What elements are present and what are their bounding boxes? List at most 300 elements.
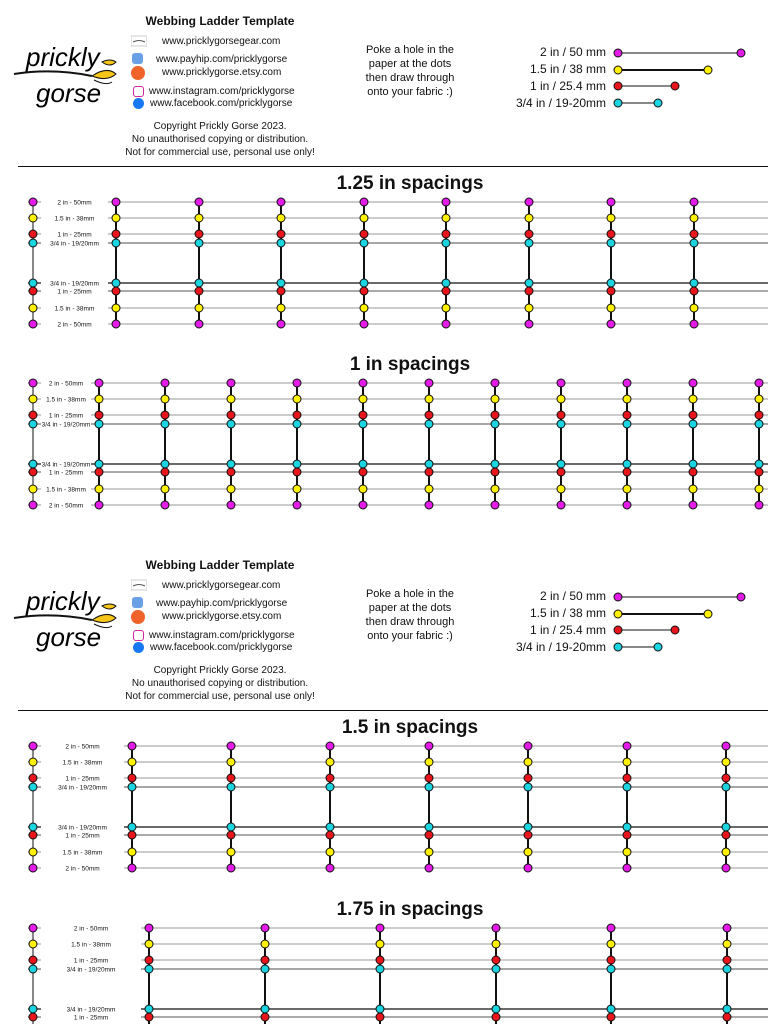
- punch-dot: [277, 230, 285, 238]
- punch-dot: [690, 287, 698, 295]
- punch-dot: [623, 864, 631, 872]
- punch-dot: [161, 411, 169, 419]
- punch-dot: [29, 864, 37, 872]
- punch-dot: [195, 239, 203, 247]
- punch-dot: [722, 783, 730, 791]
- punch-dot: [145, 965, 153, 973]
- punch-dot: [261, 1005, 269, 1013]
- punch-dot: [425, 420, 433, 428]
- row-label: 1.5 in - 38mm: [62, 849, 103, 857]
- punch-dot: [277, 320, 285, 328]
- punch-dot: [557, 411, 565, 419]
- punch-dot: [95, 420, 103, 428]
- punch-dot: [623, 379, 631, 387]
- punch-dot: [491, 420, 499, 428]
- row-label: 1.5 in - 38mm: [46, 486, 86, 494]
- punch-dot: [690, 198, 698, 206]
- punch-dot: [723, 924, 731, 932]
- punch-dot: [425, 742, 433, 750]
- header-divider-1: [18, 166, 768, 167]
- etsy-link[interactable]: www.pricklygorse.etsy.com: [162, 611, 282, 622]
- punch-dot: [195, 287, 203, 295]
- punch-dot: [161, 379, 169, 387]
- punch-dot: [195, 214, 203, 222]
- punch-dot: [689, 485, 697, 493]
- punch-dot: [755, 411, 763, 419]
- punch-dot: [29, 956, 37, 964]
- punch-dot: [29, 468, 37, 476]
- punch-dot: [425, 758, 433, 766]
- punch-dot: [261, 1013, 269, 1021]
- row-label: 3/4 in - 19/20mm: [50, 280, 99, 288]
- punch-dot: [376, 924, 384, 932]
- punch-dot: [29, 501, 37, 509]
- punch-dot: [95, 460, 103, 468]
- row-label: 2 in - 50mm: [48, 380, 84, 388]
- punch-dot: [524, 783, 532, 791]
- punch-dot: [607, 287, 615, 295]
- logo-text-2: gorse: [36, 78, 102, 108]
- punch-dot: [607, 1013, 615, 1021]
- punch-dot: [525, 320, 533, 328]
- row-label: 1 in - 25mm: [73, 1014, 109, 1022]
- punch-dot: [425, 823, 433, 831]
- punch-dot: [112, 320, 120, 328]
- row-label: 3/4 in - 19/20mm: [50, 240, 99, 248]
- punch-dot: [689, 411, 697, 419]
- punch-dot: [425, 774, 433, 782]
- punch-dot: [722, 831, 730, 839]
- punch-dot: [442, 320, 450, 328]
- payhip-link[interactable]: www.payhip.com/pricklygorse: [156, 54, 288, 65]
- punch-dot: [524, 758, 532, 766]
- legend-label-1in: 1 in / 25.4 mm: [529, 79, 606, 93]
- punch-dot: [491, 468, 499, 476]
- punch-dot: [722, 758, 730, 766]
- punch-dot: [227, 823, 235, 831]
- copyright-notice: Copyright Prickly Gorse 2023. No unauthorised copying or distribution. Not for commercial use, personal use only!: [125, 121, 315, 158]
- punch-dot: [326, 774, 334, 782]
- instructions-text: Poke a hole in the paper at the dots then draw through onto your fabric :): [365, 44, 455, 98]
- punch-dot: [623, 411, 631, 419]
- punch-dot: [607, 239, 615, 247]
- punch-dot: [755, 420, 763, 428]
- punch-dot: [425, 501, 433, 509]
- punch-dot: [277, 287, 285, 295]
- header-title: Webbing Ladder Template: [145, 14, 295, 28]
- punch-dot: [261, 924, 269, 932]
- punch-dot: [722, 864, 730, 872]
- punch-dot: [755, 485, 763, 493]
- punch-dot: [293, 485, 301, 493]
- punch-dot: [227, 848, 235, 856]
- punch-dot: [227, 411, 235, 419]
- punch-dot: [360, 304, 368, 312]
- punch-dot: [690, 214, 698, 222]
- legend-label-1-5in: 1.5 in / 38 mm: [529, 606, 606, 620]
- punch-dot: [29, 320, 37, 328]
- punch-dot: [491, 411, 499, 419]
- punch-dot: [690, 304, 698, 312]
- punch-dot: [195, 320, 203, 328]
- punch-dot: [326, 848, 334, 856]
- punch-dot: [112, 279, 120, 287]
- punch-dot: [755, 460, 763, 468]
- punch-dot: [623, 742, 631, 750]
- row-label: 2 in - 50mm: [65, 743, 100, 751]
- punch-dot: [293, 460, 301, 468]
- punch-dot: [161, 420, 169, 428]
- punch-dot: [607, 1005, 615, 1013]
- punch-dot: [491, 460, 499, 468]
- punch-dot: [326, 783, 334, 791]
- punch-dot: [425, 783, 433, 791]
- copyright-notice: Copyright Prickly Gorse 2023. No unauthorised copying or distribution. Not for commercial use, personal use only!: [125, 665, 315, 702]
- punch-dot: [689, 420, 697, 428]
- punch-dot: [425, 864, 433, 872]
- punch-dot: [195, 279, 203, 287]
- punch-dot: [29, 239, 37, 247]
- punch-dot: [623, 831, 631, 839]
- punch-dot: [145, 924, 153, 932]
- legend-label-2in: 2 in / 50 mm: [539, 589, 606, 603]
- punch-dot: [227, 485, 235, 493]
- punch-dot: [29, 287, 37, 295]
- punch-dot: [112, 230, 120, 238]
- punch-dot: [29, 304, 37, 312]
- instagram-link[interactable]: www.instagram.com/pricklygorse: [149, 86, 295, 97]
- punch-dot: [161, 485, 169, 493]
- punch-dot: [442, 239, 450, 247]
- punch-dot: [128, 758, 136, 766]
- punch-dot: [326, 823, 334, 831]
- punch-dot: [227, 395, 235, 403]
- row-label: 3/4 in - 19/20mm: [66, 966, 116, 974]
- punch-dot: [112, 287, 120, 295]
- logo-text-1: prickly: [26, 586, 100, 616]
- row-label: 3/4 in - 19/20mm: [41, 461, 91, 469]
- row-label: 1.5 in - 38mm: [62, 759, 103, 767]
- punch-dot: [29, 783, 37, 791]
- punch-dot: [425, 411, 433, 419]
- punch-dot: [29, 742, 37, 750]
- punch-dot: [607, 304, 615, 312]
- punch-dot: [95, 468, 103, 476]
- row-label: 1 in - 25mm: [65, 832, 100, 840]
- punch-dot: [360, 239, 368, 247]
- punch-dot: [723, 1005, 731, 1013]
- punch-dot: [360, 320, 368, 328]
- facebook-link[interactable]: www.facebook.com/pricklygorse: [150, 98, 293, 109]
- punch-dot: [607, 279, 615, 287]
- section-title-1-25in: 1.25 in spacings: [336, 173, 484, 194]
- punch-dot: [722, 774, 730, 782]
- punch-dot: [492, 956, 500, 964]
- punch-dot: [112, 198, 120, 206]
- punch-dot: [29, 230, 37, 238]
- punch-dot: [277, 279, 285, 287]
- punch-dot: [607, 924, 615, 932]
- punch-dot: [425, 485, 433, 493]
- punch-dot: [227, 783, 235, 791]
- punch-dot: [607, 956, 615, 964]
- punch-dot: [524, 742, 532, 750]
- legend-label-1in: 1 in / 25.4 mm: [529, 623, 606, 637]
- punch-dot: [29, 279, 37, 287]
- punch-dot: [623, 460, 631, 468]
- punch-dot: [293, 395, 301, 403]
- punch-dot: [261, 940, 269, 948]
- punch-dot: [227, 420, 235, 428]
- punch-dot: [29, 965, 37, 973]
- punch-dot: [29, 485, 37, 493]
- row-label: 1.5 in - 38mm: [54, 305, 95, 313]
- punch-dot: [277, 239, 285, 247]
- legend-label-3-4in: 3/4 in / 19-20mm: [515, 640, 606, 654]
- punch-dot: [293, 420, 301, 428]
- punch-dot: [491, 485, 499, 493]
- punch-dot: [29, 420, 37, 428]
- punch-dot: [492, 1013, 500, 1021]
- punch-dot: [29, 758, 37, 766]
- punch-dot: [29, 940, 37, 948]
- punch-dot: [128, 823, 136, 831]
- punch-dot: [161, 395, 169, 403]
- punch-dot: [293, 501, 301, 509]
- punch-dot: [128, 864, 136, 872]
- row-label: 1 in - 25mm: [48, 412, 84, 420]
- punch-dot: [524, 848, 532, 856]
- punch-dot: [145, 1005, 153, 1013]
- punch-dot: [29, 198, 37, 206]
- row-label: 3/4 in - 19/20mm: [66, 1006, 116, 1014]
- ladder-1-75in: [0, 916, 768, 1024]
- row-label: 1.5 in - 38mm: [71, 941, 111, 949]
- legend-swatches: [0, 544, 768, 669]
- punch-dot: [607, 214, 615, 222]
- punch-dot: [277, 214, 285, 222]
- punch-dot: [425, 379, 433, 387]
- punch-dot: [623, 758, 631, 766]
- ladder-1-25in: [0, 190, 768, 335]
- website-link[interactable]: www.pricklygorsegear.com: [162, 580, 281, 591]
- punch-dot: [161, 501, 169, 509]
- punch-dot: [623, 501, 631, 509]
- punch-dot: [326, 831, 334, 839]
- legend-label-2in: 2 in / 50 mm: [539, 45, 606, 59]
- punch-dot: [607, 965, 615, 973]
- punch-dot: [359, 395, 367, 403]
- punch-dot: [623, 395, 631, 403]
- punch-dot: [524, 864, 532, 872]
- row-label: 2 in - 50mm: [57, 199, 92, 207]
- punch-dot: [723, 1013, 731, 1021]
- punch-dot: [491, 395, 499, 403]
- punch-dot: [261, 965, 269, 973]
- punch-dot: [722, 742, 730, 750]
- section-title-1-5in: 1.5 in spacings: [341, 717, 479, 738]
- punch-dot: [442, 279, 450, 287]
- punch-dot: [491, 501, 499, 509]
- punch-dot: [195, 198, 203, 206]
- punch-dot: [723, 940, 731, 948]
- section-title-1-75in: 1.75 in spacings: [336, 899, 484, 920]
- punch-dot: [425, 460, 433, 468]
- punch-dot: [442, 198, 450, 206]
- punch-dot: [112, 214, 120, 222]
- punch-dot: [359, 468, 367, 476]
- punch-dot: [557, 420, 565, 428]
- punch-dot: [128, 848, 136, 856]
- punch-dot: [425, 831, 433, 839]
- punch-dot: [360, 287, 368, 295]
- punch-dot: [525, 304, 533, 312]
- punch-dot: [492, 1005, 500, 1013]
- punch-dot: [723, 965, 731, 973]
- punch-dot: [557, 460, 565, 468]
- punch-dot: [690, 320, 698, 328]
- row-label: 3/4 in - 19/20mm: [41, 421, 91, 429]
- punch-dot: [293, 468, 301, 476]
- row-label: 3/4 in - 19/20mm: [58, 784, 107, 792]
- punch-dot: [690, 230, 698, 238]
- punch-dot: [29, 924, 37, 932]
- punch-dot: [755, 501, 763, 509]
- punch-dot: [607, 198, 615, 206]
- punch-dot: [623, 783, 631, 791]
- punch-dot: [722, 823, 730, 831]
- punch-dot: [227, 742, 235, 750]
- punch-dot: [227, 501, 235, 509]
- punch-dot: [326, 742, 334, 750]
- punch-dot: [95, 501, 103, 509]
- punch-dot: [227, 758, 235, 766]
- etsy-link[interactable]: www.pricklygorse.etsy.com: [162, 67, 282, 78]
- punch-dot: [227, 774, 235, 782]
- punch-dot: [525, 279, 533, 287]
- punch-dot: [442, 214, 450, 222]
- punch-dot: [491, 379, 499, 387]
- punch-dot: [360, 198, 368, 206]
- punch-dot: [376, 940, 384, 948]
- punch-dot: [227, 468, 235, 476]
- row-label: 2 in - 50mm: [57, 321, 92, 329]
- punch-dot: [29, 1005, 37, 1013]
- punch-dot: [29, 823, 37, 831]
- punch-dot: [359, 485, 367, 493]
- punch-dot: [95, 411, 103, 419]
- punch-dot: [359, 411, 367, 419]
- punch-dot: [227, 379, 235, 387]
- row-label: 3/4 in - 19/20mm: [58, 824, 107, 832]
- punch-dot: [359, 460, 367, 468]
- punch-dot: [29, 1013, 37, 1021]
- row-label: 1 in - 25mm: [73, 957, 109, 965]
- header-title: Webbing Ladder Template: [145, 558, 295, 572]
- punch-dot: [145, 956, 153, 964]
- punch-dot: [689, 501, 697, 509]
- row-label: 1.5 in - 38mm: [54, 215, 95, 223]
- payhip-link[interactable]: www.payhip.com/pricklygorse: [156, 598, 288, 609]
- punch-dot: [29, 411, 37, 419]
- punch-dot: [442, 287, 450, 295]
- punch-dot: [112, 239, 120, 247]
- punch-dot: [557, 379, 565, 387]
- legend-label-1-5in: 1.5 in / 38 mm: [529, 62, 606, 76]
- punch-dot: [195, 230, 203, 238]
- row-label: 1 in - 25mm: [57, 231, 92, 239]
- punch-dot: [277, 198, 285, 206]
- punch-dot: [557, 468, 565, 476]
- punch-dot: [277, 304, 285, 312]
- punch-dot: [524, 774, 532, 782]
- punch-dot: [227, 864, 235, 872]
- punch-dot: [755, 379, 763, 387]
- section-title-1in: 1 in spacings: [349, 354, 471, 375]
- punch-dot: [376, 1013, 384, 1021]
- punch-dot: [227, 460, 235, 468]
- punch-dot: [29, 774, 37, 782]
- punch-dot: [525, 230, 533, 238]
- row-label: 1 in - 25mm: [48, 469, 84, 477]
- facebook-link[interactable]: www.facebook.com/pricklygorse: [150, 642, 293, 653]
- punch-dot: [755, 468, 763, 476]
- punch-dot: [525, 287, 533, 295]
- punch-dot: [161, 468, 169, 476]
- punch-dot: [227, 831, 235, 839]
- punch-dot: [525, 214, 533, 222]
- punch-dot: [293, 411, 301, 419]
- punch-dot: [359, 420, 367, 428]
- punch-dot: [112, 304, 120, 312]
- punch-dot: [425, 395, 433, 403]
- punch-dot: [128, 774, 136, 782]
- punch-dot: [623, 848, 631, 856]
- punch-dot: [524, 823, 532, 831]
- punch-dot: [425, 468, 433, 476]
- punch-dot: [492, 924, 500, 932]
- punch-dot: [689, 460, 697, 468]
- punch-dot: [293, 379, 301, 387]
- punch-dot: [360, 279, 368, 287]
- row-label: 1.5 in - 38mm: [46, 396, 86, 404]
- punch-dot: [359, 501, 367, 509]
- punch-dot: [29, 214, 37, 222]
- punch-dot: [557, 501, 565, 509]
- punch-dot: [29, 379, 37, 387]
- punch-dot: [689, 395, 697, 403]
- punch-dot: [195, 304, 203, 312]
- website-link[interactable]: www.pricklygorsegear.com: [162, 36, 281, 47]
- punch-dot: [557, 485, 565, 493]
- instagram-link[interactable]: www.instagram.com/pricklygorse: [149, 630, 295, 641]
- punch-dot: [376, 1005, 384, 1013]
- row-label: 2 in - 50mm: [73, 925, 109, 933]
- punch-dot: [161, 460, 169, 468]
- punch-dot: [442, 304, 450, 312]
- punch-dot: [623, 823, 631, 831]
- punch-dot: [607, 940, 615, 948]
- punch-dot: [755, 395, 763, 403]
- row-label: 2 in - 50mm: [65, 865, 100, 873]
- row-label: 2 in - 50mm: [48, 502, 84, 510]
- punch-dot: [29, 395, 37, 403]
- punch-dot: [359, 379, 367, 387]
- punch-dot: [442, 230, 450, 238]
- punch-dot: [524, 831, 532, 839]
- punch-dot: [722, 848, 730, 856]
- ladder-1-5in: [0, 734, 768, 879]
